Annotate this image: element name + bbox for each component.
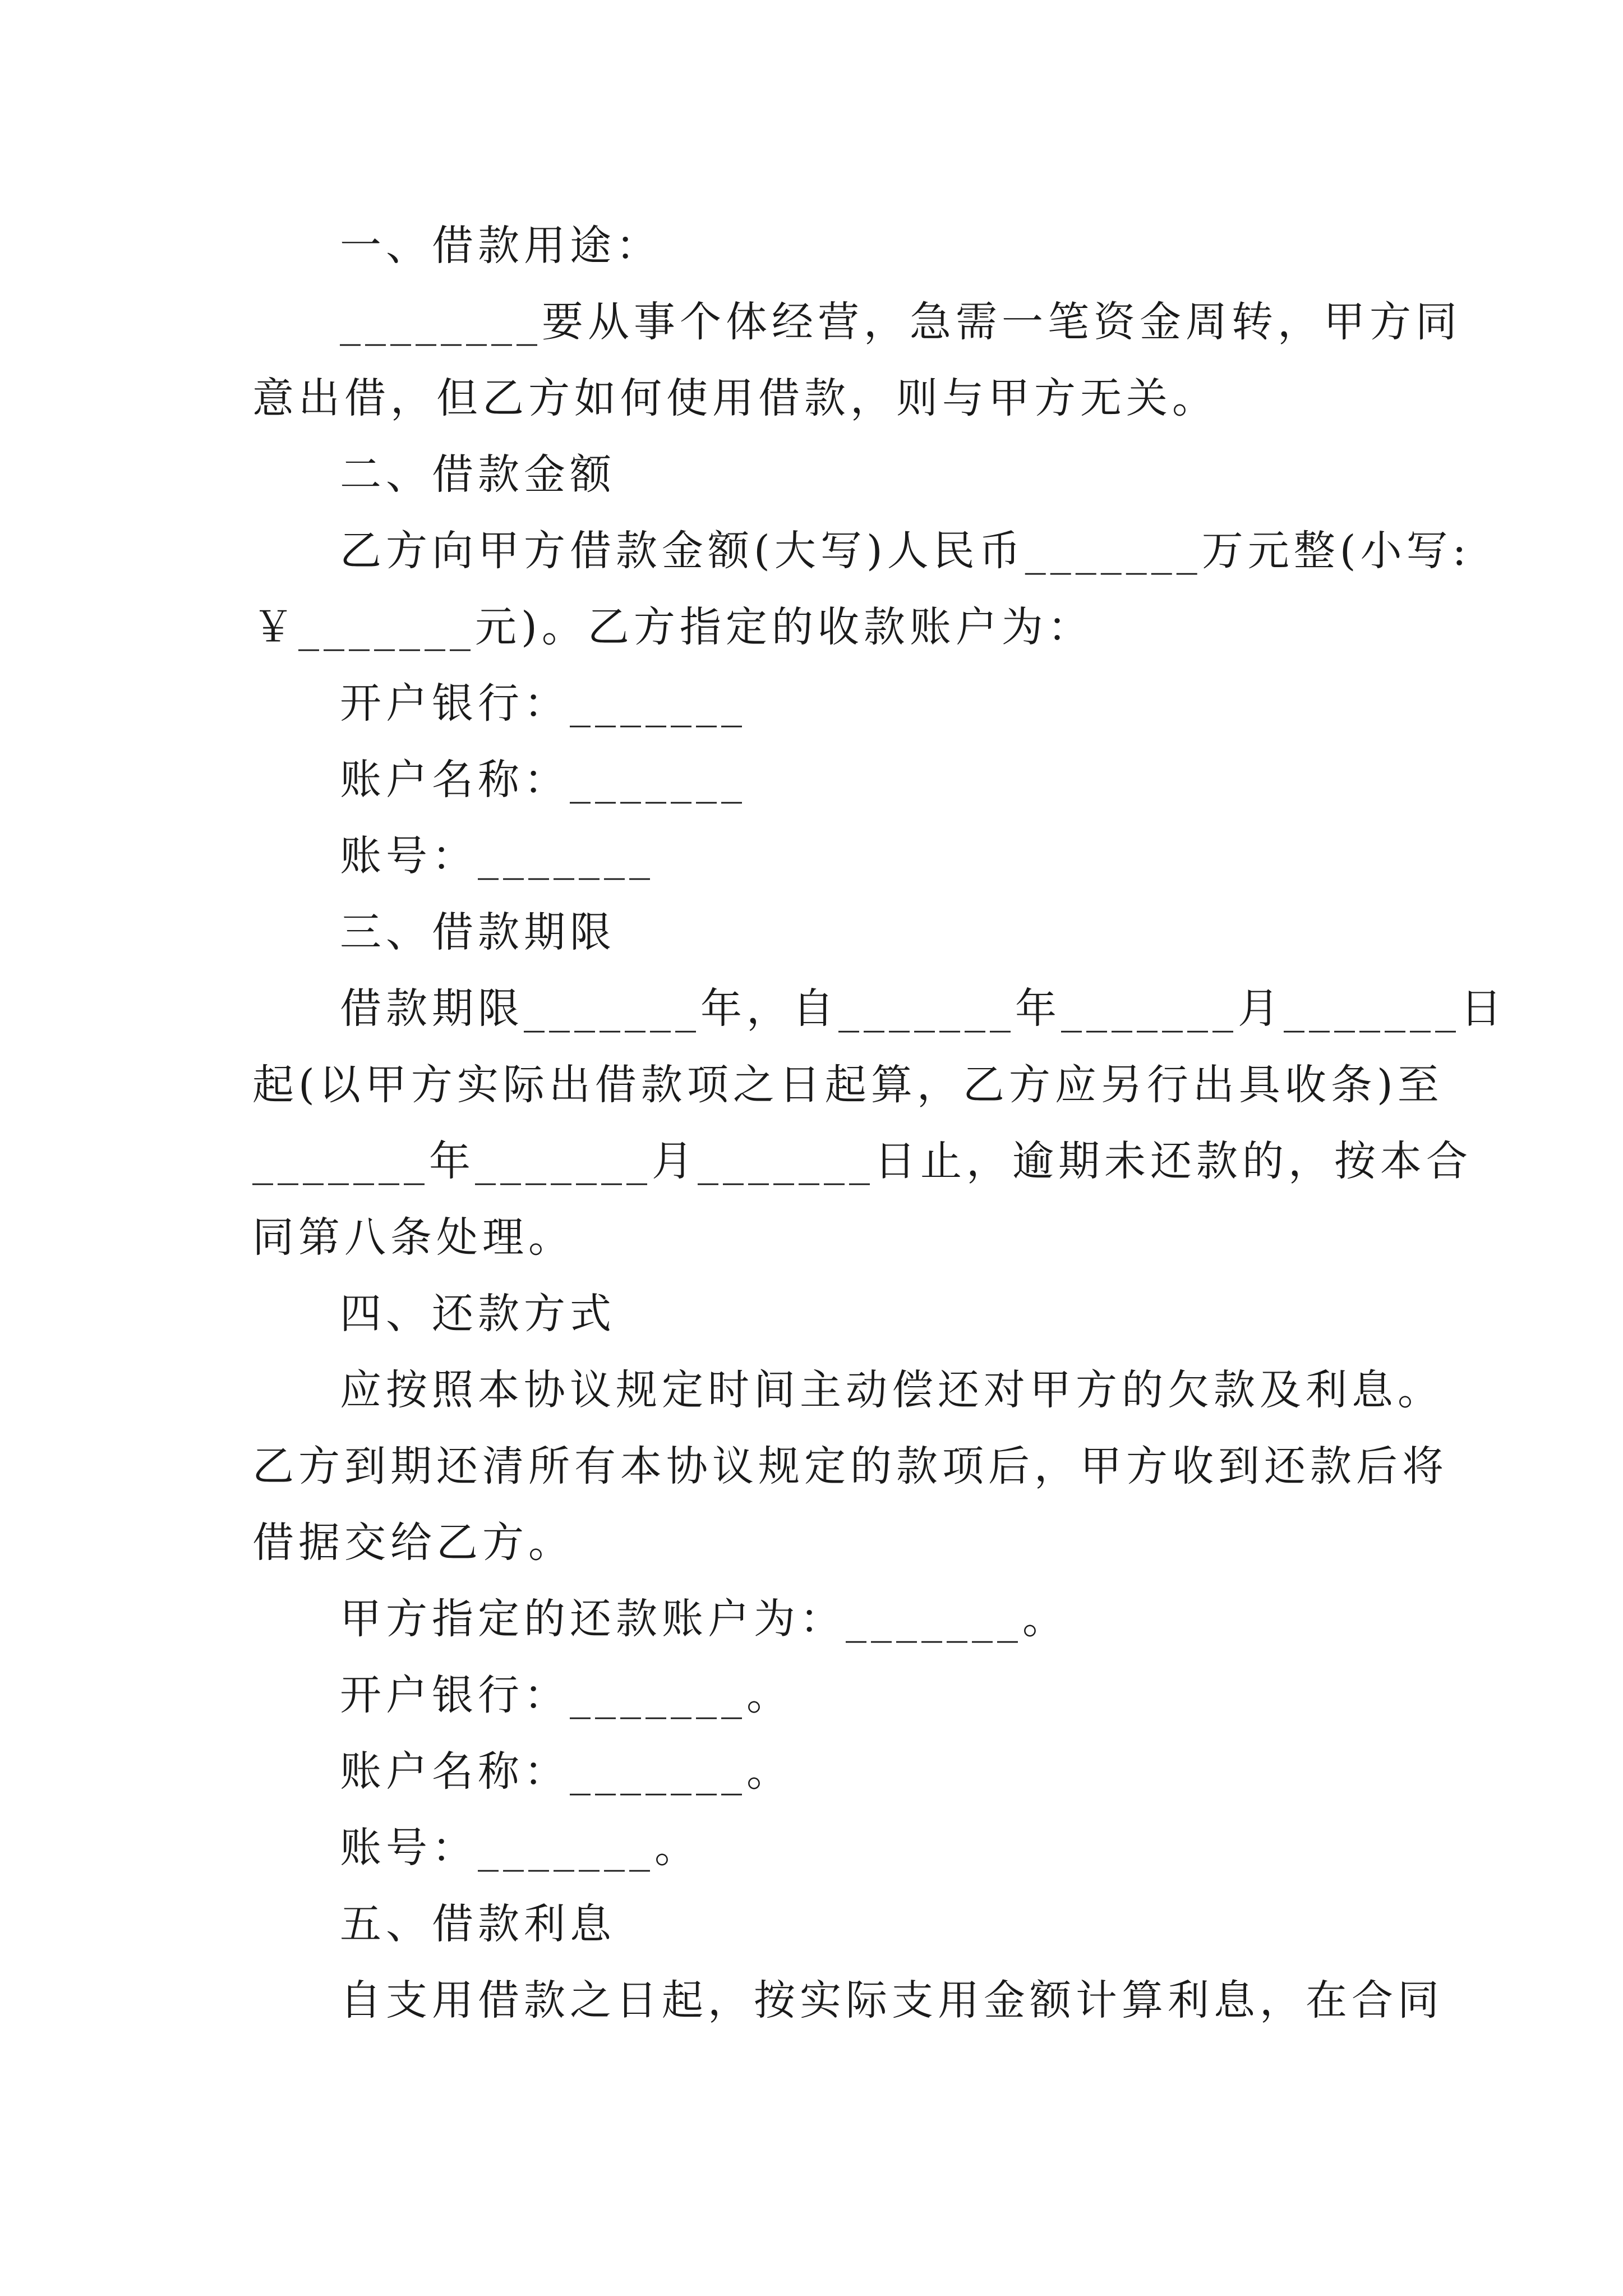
account-name-field: 账户名称：_______。 <box>340 1747 792 1796</box>
bank-name-field: 开户银行：_______ <box>340 679 746 728</box>
paragraph-line: 起(以甲方实际出借款项之日起算，乙方应另行出具收条)至 <box>252 1061 1444 1109</box>
paragraph-line: 借款期限_______年，自_______年_______月_______日 <box>340 984 1506 1033</box>
repayment-account-field: 甲方指定的还款账户为：_______。 <box>340 1595 1068 1643</box>
paragraph-line: _______年_______月_______日止，逾期未还款的，按本合 <box>252 1137 1472 1185</box>
bank-name-field: 开户银行：_______。 <box>340 1671 792 1719</box>
paragraph-line: 乙方向甲方借款金额(大写)人民币_______万元整(小写: <box>340 527 1471 575</box>
section-heading-purpose: 一、借款用途： <box>340 222 662 270</box>
account-number-field: 账号：_______ <box>340 832 654 880</box>
paragraph-line: ________要从事个体经营，急需一笔资金周转，甲方同 <box>340 298 1461 346</box>
paragraph-line: 意出借，但乙方如何使用借款，则与甲方无关。 <box>252 374 1218 422</box>
paragraph-line: ￥_______元)。乙方指定的收款账户为： <box>252 603 1094 651</box>
paragraph-line: 应按照本协议规定时间主动偿还对甲方的欠款及利息。 <box>340 1366 1444 1414</box>
section-heading-amount: 二、借款金额 <box>340 450 616 499</box>
paragraph-line: 借据交给乙方。 <box>252 1519 574 1567</box>
paragraph-line: 自支用借款之日起，按实际支用金额计算利息，在合同 <box>340 1976 1444 2024</box>
section-heading-term: 三、借款期限 <box>340 908 616 956</box>
paragraph-line: 乙方到期还清所有本协议规定的款项后，甲方收到还款后将 <box>252 1442 1448 1490</box>
account-number-field: 账号：_______。 <box>340 1824 700 1872</box>
section-heading-interest: 五、借款利息 <box>340 1900 616 1948</box>
section-heading-repayment: 四、还款方式 <box>340 1290 616 1338</box>
account-name-field: 账户名称：_______ <box>340 756 746 804</box>
paragraph-line: 同第八条处理。 <box>252 1213 574 1262</box>
